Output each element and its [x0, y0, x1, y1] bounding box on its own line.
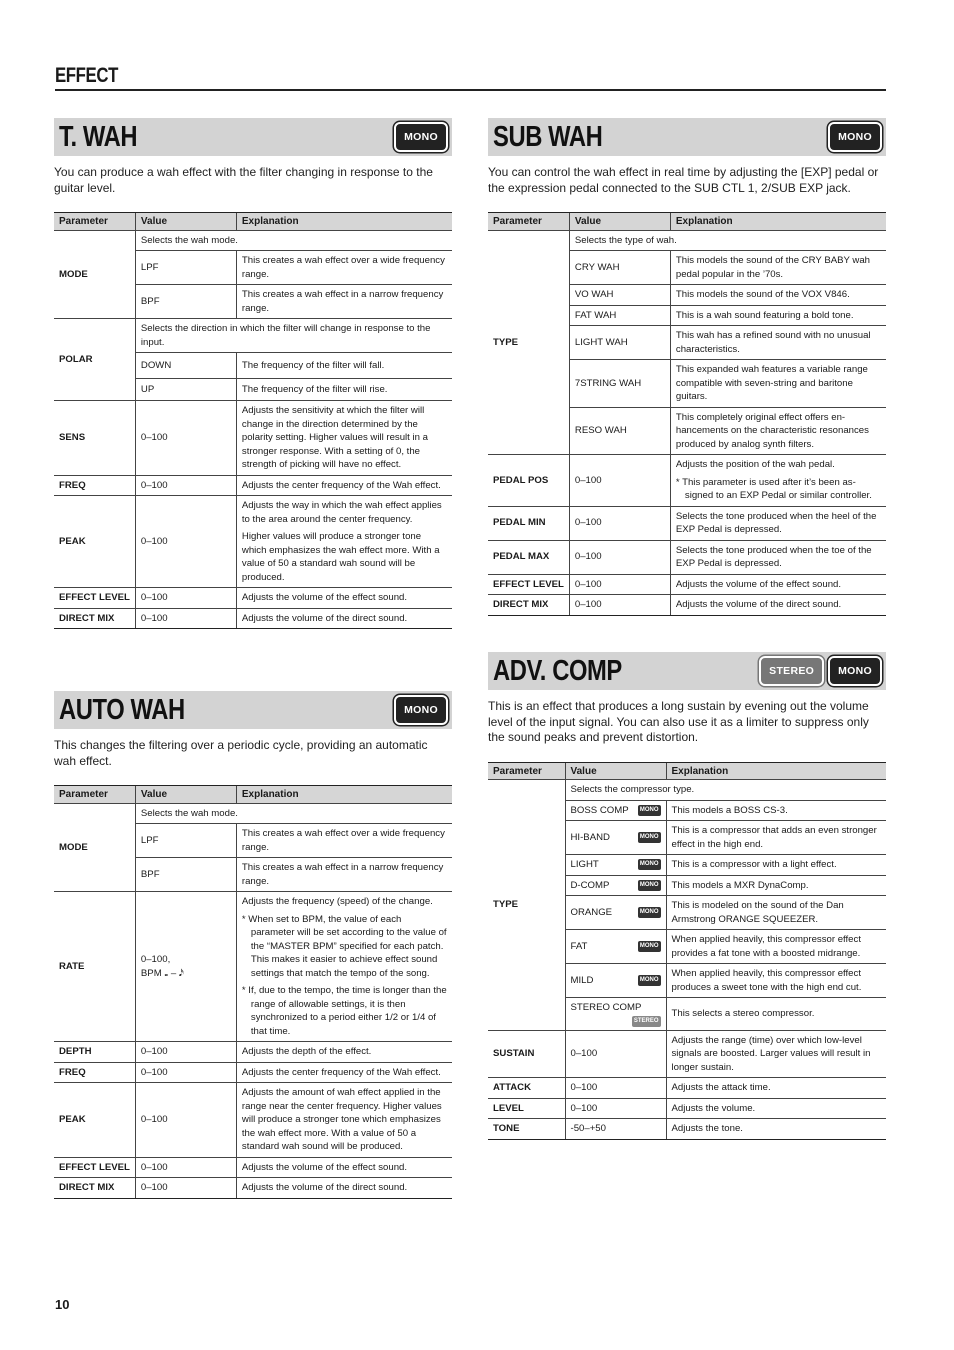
- param-name: PEAK: [54, 496, 135, 588]
- table-row: [54, 401, 452, 476]
- col-value: Value: [565, 762, 666, 780]
- explanation-para: Adjusts the position of the wah pedal.: [675, 459, 835, 470]
- explanation-cell: This models the sound of the CRY BABY wah pedal popular in the ’70s.: [670, 251, 886, 285]
- col-explanation: Explanation: [236, 213, 452, 231]
- twah-table: [54, 212, 452, 629]
- table-row: [488, 780, 886, 801]
- col-parameter: Parameter: [488, 762, 565, 780]
- explanation-cell: This is a compressor with a light effect.: [666, 855, 886, 876]
- col-explanation: Explanation: [666, 762, 886, 780]
- value-cell: [565, 930, 666, 964]
- param-desc: Selects the compressor type.: [565, 780, 886, 801]
- param-name: DIRECT MIX: [488, 595, 569, 616]
- explanation-cell: Adjusts the volume.: [666, 1098, 886, 1119]
- value-cell: LPF: [135, 251, 236, 285]
- table-row: [54, 608, 452, 629]
- col-explanation: Explanation: [236, 786, 452, 804]
- param-name: FREQ: [54, 475, 135, 496]
- explanation-cell: [236, 496, 452, 588]
- param-name: POLAR: [54, 319, 135, 401]
- param-name: MODE: [54, 230, 135, 319]
- footnote: * If, due to the tempo, the time is longer than the range of allowable settings, it is then synchronized to a period either 1/2 or 1/4 of that time.: [241, 985, 447, 1037]
- param-desc: Selects the wah mode.: [135, 803, 452, 824]
- explanation-cell: This is a wah sound featuring a bold tone.: [670, 305, 886, 326]
- value-line: BPM 𝅝 – 𝅘𝅥𝅯: [140, 967, 184, 979]
- explanation-cell: This creates a wah effect over a wide frequency range.: [236, 824, 452, 858]
- stereo-mini-badge: STEREO: [632, 1016, 661, 1027]
- value-cell: BPF: [135, 285, 236, 319]
- value-text: STEREO COMP: [570, 1002, 642, 1013]
- value-cell: VO WAH: [569, 285, 670, 306]
- explanation-para: Higher values will produce a stronger tone which emphasizes the wah effect more. With a value of 50 a standard wah sound will be produced.: [241, 531, 440, 583]
- value-cell: 0–100: [569, 595, 670, 616]
- explanation-cell: Adjusts the volume of the direct sound.: [236, 608, 452, 629]
- table-row: [54, 475, 452, 496]
- value-cell: 0–100: [135, 608, 236, 629]
- subwah-section: [488, 118, 886, 616]
- table-row: [54, 1062, 452, 1083]
- col-value: Value: [569, 213, 670, 231]
- value-text: LIGHT: [570, 859, 599, 870]
- value-cell: CRY WAH: [569, 251, 670, 285]
- autowah-table: [54, 785, 452, 1199]
- page-number: 10: [55, 1297, 70, 1312]
- explanation-cell: Adjusts the volume of the direct sound.: [236, 1178, 452, 1199]
- value-cell: 0–100: [565, 1030, 666, 1078]
- value-cell: [135, 892, 236, 1042]
- value-cell: -50–+50: [565, 1119, 666, 1140]
- explanation-cell: Adjusts the attack time.: [666, 1078, 886, 1099]
- explanation-cell: Adjusts the volume of the direct sound.: [670, 595, 886, 616]
- explanation-cell: Adjusts the center frequency of the Wah effect.: [236, 475, 452, 496]
- mono-mini-badge: MONO: [638, 941, 661, 952]
- value-cell: 0–100: [565, 1098, 666, 1119]
- mono-mini-badge: MONO: [638, 975, 661, 986]
- value-cell: 0–100: [135, 496, 236, 588]
- subwah-title: SUB WAH: [493, 121, 603, 153]
- explanation-para: Adjusts the frequency (speed) of the change.: [241, 896, 433, 907]
- section-label: EFFECT: [55, 64, 118, 87]
- explanation-cell: Adjusts the volume of the effect sound.: [236, 1157, 452, 1178]
- table-row: [488, 1119, 886, 1140]
- explanation-cell: Adjusts the center frequency of the Wah effect.: [236, 1062, 452, 1083]
- param-name: PEDAL MAX: [488, 540, 569, 574]
- col-parameter: Parameter: [488, 213, 569, 231]
- explanation-cell: [670, 455, 886, 507]
- param-name: TYPE: [488, 780, 565, 1031]
- explanation-cell: Selects the tone produced when the heel of the EXP Pedal is depressed.: [670, 506, 886, 540]
- table-row: [488, 574, 886, 595]
- table-row: [488, 1098, 886, 1119]
- autowah-intro: This changes the filtering over a periodic cycle, providing an automatic wah effect.: [54, 738, 428, 768]
- param-name: LEVEL: [488, 1098, 565, 1119]
- mono-mini-badge: MONO: [638, 805, 661, 816]
- explanation-cell: Adjusts the volume of the effect sound.: [670, 574, 886, 595]
- value-cell: 0–100: [135, 1083, 236, 1158]
- col-value: Value: [135, 213, 236, 231]
- table-row: [488, 540, 886, 574]
- param-name: DEPTH: [54, 1042, 135, 1063]
- value-cell: [565, 896, 666, 930]
- twah-title: T. WAH: [59, 121, 138, 153]
- value-cell: [565, 800, 666, 821]
- explanation-cell: This selects a stereo compressor.: [666, 998, 886, 1031]
- value-text: MILD: [570, 974, 594, 986]
- explanation-cell: Adjusts the sensitivity at which the filter will change in the direction determined by the polarity setting. Higher values will result in a stronger response. With a setting of 0, the strength of picking will have no effect.: [236, 401, 452, 476]
- value-text: FAT: [570, 940, 588, 952]
- table-row: [54, 230, 452, 251]
- footnote: * When set to BPM, the value of each parameter will be set according to the value of the “MASTER BPM” specified for each patch. This makes it easier to achieve effect sound settings that match the tempo of the song.: [241, 913, 447, 979]
- explanation-cell: [236, 892, 452, 1042]
- param-name: FREQ: [54, 1062, 135, 1083]
- explanation-cell: This is a compressor that adds an even stronger effect in the high end.: [666, 821, 886, 855]
- col-explanation: Explanation: [670, 213, 886, 231]
- value-cell: [565, 998, 666, 1031]
- value-text: BOSS COMP: [570, 804, 629, 816]
- explanation-cell: This expanded wah features a variable range compatible with seven-string and baritone guitars.: [670, 360, 886, 408]
- advcomp-intro: This is an effect that produces a long sustain by evening out the volume level of the input signal. You can also use it as a limiter to suppress only the sound peaks and prevent distortion.: [488, 699, 869, 744]
- value-cell: 0–100: [135, 1042, 236, 1063]
- value-cell: FAT WAH: [569, 305, 670, 326]
- value-cell: BPF: [135, 858, 236, 892]
- param-name: EFFECT LEVEL: [488, 574, 569, 595]
- value-cell: DOWN: [135, 353, 236, 379]
- table-row: [54, 319, 452, 353]
- explanation-cell: Adjusts the range (time) over which low-level signals are boosted. Larger values will result in longer sustain.: [666, 1030, 886, 1078]
- explanation-cell: Selects the tone produced when the toe of the EXP Pedal is depressed.: [670, 540, 886, 574]
- explanation-cell: The frequency of the filter will rise.: [236, 379, 452, 401]
- explanation-para: Adjusts the way in which the wah effect applies to the area around the center frequency.: [241, 500, 442, 525]
- param-name: EFFECT LEVEL: [54, 1157, 135, 1178]
- value-cell: 0–100: [135, 588, 236, 609]
- twah-intro: You can produce a wah effect with the filter changing in response to the guitar level.: [54, 165, 433, 195]
- mono-mini-badge: MONO: [638, 832, 661, 843]
- twah-section: [54, 118, 452, 629]
- param-name: RATE: [54, 892, 135, 1042]
- explanation-cell: This completely original effect offers en-hancements on the characteristic resonances produced by analog synth filters.: [670, 407, 886, 455]
- param-name: PEDAL POS: [488, 455, 569, 507]
- advcomp-title: ADV. COMP: [493, 655, 622, 687]
- explanation-cell: This is modeled on the sound of the Dan Armstrong ORANGE SQUEEZER.: [666, 896, 886, 930]
- mono-badge: MONO: [394, 122, 448, 152]
- value-text: D-COMP: [570, 879, 610, 891]
- param-name: PEAK: [54, 1083, 135, 1158]
- value-cell: [565, 875, 666, 896]
- explanation-cell: This creates a wah effect over a wide frequency range.: [236, 251, 452, 285]
- mono-mini-badge: MONO: [638, 859, 661, 870]
- subwah-table: [488, 212, 886, 616]
- table-row: [54, 892, 452, 1042]
- explanation-cell: This creates a wah effect in a narrow frequency range.: [236, 858, 452, 892]
- advcomp-table: [488, 762, 886, 1140]
- subwah-title-bar: [488, 118, 886, 156]
- table-row: [488, 230, 886, 251]
- value-cell: LIGHT WAH: [569, 326, 670, 360]
- explanation-cell: Adjusts the volume of the effect sound.: [236, 588, 452, 609]
- param-name: ATTACK: [488, 1078, 565, 1099]
- explanation-cell: This creates a wah effect in a narrow frequency range.: [236, 285, 452, 319]
- autowah-title-bar: [54, 691, 452, 729]
- value-cell: [565, 855, 666, 876]
- autowah-title: AUTO WAH: [59, 694, 185, 726]
- value-cell: 0–100: [569, 540, 670, 574]
- col-value: Value: [135, 786, 236, 804]
- explanation-cell: This models the sound of the VOX V846.: [670, 285, 886, 306]
- value-cell: 0–100: [135, 475, 236, 496]
- value-cell: [565, 821, 666, 855]
- table-row: [54, 1083, 452, 1158]
- value-cell: 0–100: [569, 574, 670, 595]
- explanation-cell: The frequency of the filter will fall.: [236, 353, 452, 379]
- value-text: HI-BAND: [570, 831, 610, 843]
- table-row: [488, 1078, 886, 1099]
- advcomp-section: [488, 652, 886, 1140]
- value-cell: LPF: [135, 824, 236, 858]
- value-cell: 0–100: [135, 1178, 236, 1199]
- explanation-cell: Adjusts the depth of the effect.: [236, 1042, 452, 1063]
- explanation-cell: Adjusts the amount of wah effect applied in the range near the center frequency. Higher values will produce a stronger tone which emphasizes the wah effect more. With a value of 50 a standard wah sound will be produced.: [236, 1083, 452, 1158]
- stereo-badge: STEREO: [759, 656, 824, 686]
- table-header-row: [488, 762, 886, 780]
- value-cell: 0–100: [135, 1157, 236, 1178]
- param-name: TONE: [488, 1119, 565, 1140]
- table-row: [488, 506, 886, 540]
- table-row: [54, 496, 452, 588]
- param-desc: Selects the direction in which the filter will change in response to the input.: [135, 319, 452, 353]
- explanation-cell: When applied heavily, this compressor effect provides a fat tone with a boosted midrange.: [666, 930, 886, 964]
- table-row: [54, 1178, 452, 1199]
- table-row: [488, 595, 886, 616]
- table-row: [54, 1157, 452, 1178]
- value-cell: 0–100: [565, 1078, 666, 1099]
- value-cell: 0–100: [569, 455, 670, 507]
- autowah-section: [54, 691, 452, 1199]
- mono-badge: MONO: [828, 656, 882, 686]
- param-desc: Selects the type of wah.: [569, 230, 886, 251]
- value-cell: 0–100: [569, 506, 670, 540]
- param-name: MODE: [54, 803, 135, 892]
- table-row: [488, 455, 886, 507]
- value-cell: [565, 964, 666, 998]
- explanation-cell: This wah has a refined sound with no unusual characteristics.: [670, 326, 886, 360]
- value-text: ORANGE: [570, 906, 613, 918]
- param-name: SUSTAIN: [488, 1030, 565, 1078]
- advcomp-title-bar: [488, 652, 886, 690]
- col-parameter: Parameter: [54, 213, 135, 231]
- table-row: [54, 803, 452, 824]
- explanation-cell: Adjusts the tone.: [666, 1119, 886, 1140]
- table-row: [488, 1030, 886, 1078]
- param-name: PEDAL MIN: [488, 506, 569, 540]
- twah-title-bar: [54, 118, 452, 156]
- explanation-cell: This models a MXR DynaComp.: [666, 875, 886, 896]
- param-name: TYPE: [488, 230, 569, 455]
- col-parameter: Parameter: [54, 786, 135, 804]
- header-rule: [55, 89, 886, 91]
- subwah-intro: You can control the wah effect in real time by adjusting the [EXP] pedal or the expression pedal connected to the SUB CTL 1, 2/SUB EXP jack.: [488, 165, 879, 195]
- explanation-cell: This models a BOSS CS-3.: [666, 800, 886, 821]
- mono-mini-badge: MONO: [638, 880, 661, 891]
- param-name: EFFECT LEVEL: [54, 588, 135, 609]
- param-desc: Selects the wah mode.: [135, 230, 452, 251]
- footnote: * This parameter is used after it’s been as-signed to an EXP Pedal or similar controller.: [675, 476, 872, 501]
- value-cell: 0–100: [135, 401, 236, 476]
- table-header-row: [488, 213, 886, 231]
- explanation-cell: When applied heavily, this compressor effect produces a sweet tone with the high end cut.: [666, 964, 886, 998]
- value-cell: 0–100: [135, 1062, 236, 1083]
- param-name: SENS: [54, 401, 135, 476]
- table-row: [54, 588, 452, 609]
- mono-badge: MONO: [828, 122, 882, 152]
- param-name: DIRECT MIX: [54, 1178, 135, 1199]
- mono-mini-badge: MONO: [638, 907, 661, 918]
- value-line: 0–100,: [140, 954, 171, 965]
- param-name: DIRECT MIX: [54, 608, 135, 629]
- mono-badge: MONO: [394, 695, 448, 725]
- value-cell: 7STRING WAH: [569, 360, 670, 408]
- table-header-row: [54, 213, 452, 231]
- table-row: [54, 1042, 452, 1063]
- value-cell: RESO WAH: [569, 407, 670, 455]
- table-header-row: [54, 786, 452, 804]
- value-cell: UP: [135, 379, 236, 401]
